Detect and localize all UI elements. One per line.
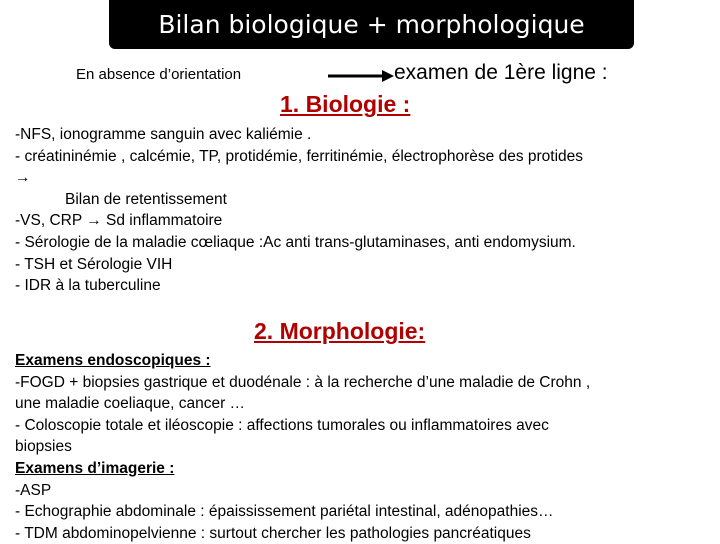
first-line-exam-label: examen de 1ère ligne : [394,61,608,84]
biologie-line: - TSH et Sérologie VIH [15,255,173,273]
biologie-list [15,124,583,297]
biologie-line: - Sérologie de la maladie cœliaque :Ac anti trans-glutaminases, anti endomysium. [15,233,576,251]
biologie-line: → [15,169,31,187]
morphologie-line: - TDM abdominopelvienne : surtout chercher les pathologies pancréatiques [15,524,531,542]
right-arrow-icon [328,70,394,82]
biologie-section-title: 1. Biologie : [280,91,411,117]
morphologie-line: une maladie coeliaque, cancer … [15,395,246,413]
imaging-heading: Examens d’imagerie : [15,459,175,477]
title-banner [109,0,634,49]
morphologie-list [15,350,590,544]
morphologie-line: -ASP [15,481,52,499]
morphologie-line: - Coloscopie totale et iléoscopie : affections tumorales ou inflammatoires avec [15,416,549,434]
morphologie-line: -FOGD + biopsies gastrique et duodénale : à la recherche d’une maladie de Crohn , [15,373,591,391]
morphologie-section-title: 2. Morphologie: [254,318,426,344]
morphologie-line: - Echographie abdominale : épaississement pariétal intestinal, adénopathies… [15,503,554,521]
biologie-line: - créatininémie , calcémie, TP, protidémie, ferritinémie, électrophorèse des protides [15,147,584,165]
endoscopy-heading: Examens endoscopiques : [15,352,211,369]
orientation-label: En absence d’orientation [76,66,242,83]
biologie-line: - IDR à la tuberculine [15,277,161,295]
biologie-line: -VS, CRP → Sd inflammatoire [15,212,223,230]
biologie-line: -NFS, ionogramme sanguin avec kaliémie . [15,126,312,143]
biologie-line: Bilan de retentissement [65,190,227,208]
page-title: Bilan biologique + morphologique [158,10,585,39]
morphologie-line: biopsies [15,438,72,456]
